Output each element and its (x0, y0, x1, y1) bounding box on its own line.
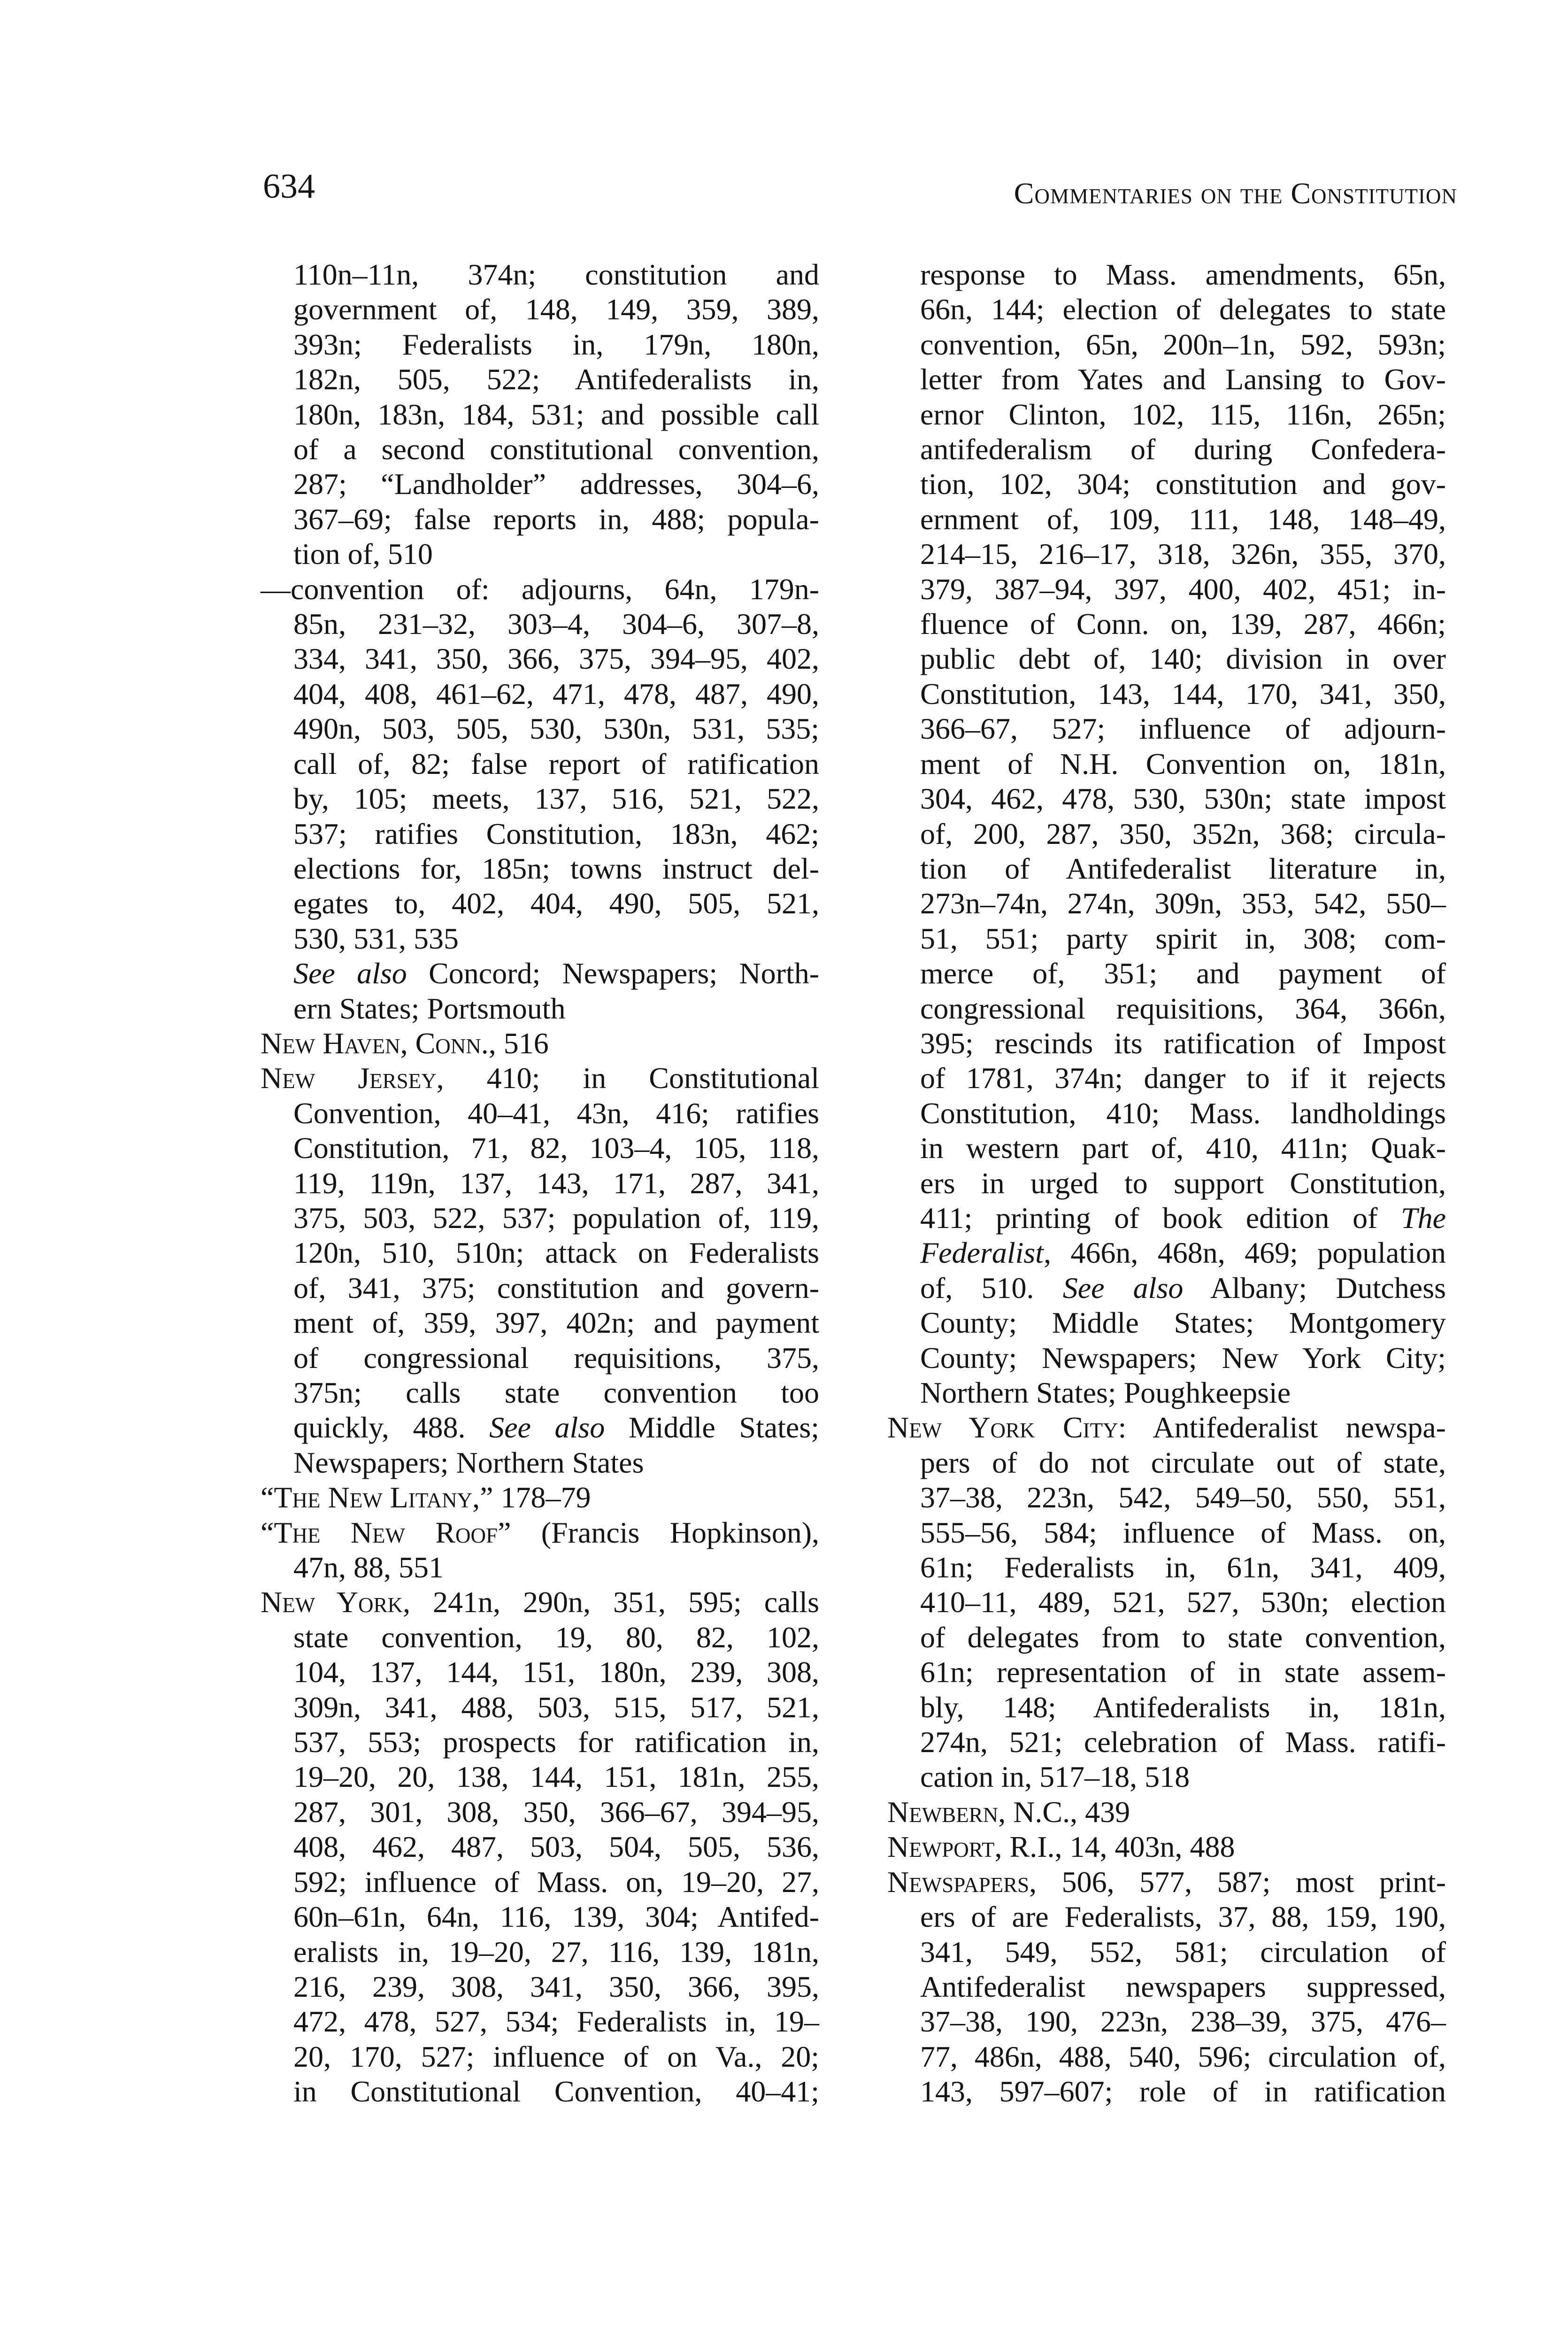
index-line (887, 1690, 1446, 1725)
index-text: 404, 408, 461–62, 471, 478, 487, 490, (293, 677, 819, 711)
index-text: 341, 549, 552, 581; circulation of (920, 1935, 1446, 1969)
index-heading: Newbern, N.C. (887, 1795, 1070, 1829)
index-line (887, 1166, 1446, 1201)
index-heading: New Haven, Conn. (261, 1026, 489, 1060)
index-line (261, 327, 819, 362)
page-number: 634 (263, 167, 315, 206)
index-text: 410–11, 489, 521, 527, 530n; election (920, 1585, 1446, 1619)
index-line (887, 1480, 1446, 1515)
index-line (887, 1970, 1446, 2004)
index-text: 214–15, 216–17, 318, 326n, 355, 370, (920, 537, 1446, 571)
index-line (887, 1865, 1446, 1900)
index-text: 274n, 521; celebration of Mass. ratifi- (920, 1725, 1446, 1759)
index-text: Newspapers; Northern States (293, 1445, 644, 1479)
index-line (261, 2004, 819, 2039)
index-text: , 14, 403n, 488 (1054, 1830, 1235, 1864)
index-line (261, 1690, 819, 1725)
index-text: egates to, 402, 404, 490, 505, 521, (293, 887, 819, 920)
index-line (887, 1026, 1446, 1061)
index-text: 530, 531, 535 (293, 921, 459, 955)
index-line (887, 711, 1446, 746)
index-line (261, 1795, 819, 1830)
index-text: 309n, 341, 488, 503, 515, 517, 521, (293, 1690, 819, 1724)
index-line (887, 572, 1446, 607)
index-heading: New York (261, 1585, 403, 1619)
index-text: public debt of, 140; division in over (920, 642, 1446, 676)
index-text: 104, 137, 144, 151, 180n, 239, 308, (293, 1655, 819, 1689)
index-text: 66n, 144; election of delegates to state (920, 293, 1446, 326)
index-line (887, 1585, 1446, 1620)
index-text: 143, 597–607; role of in ratification (920, 2075, 1446, 2109)
index-line (887, 327, 1446, 362)
index-text: 273n–74n, 274n, 309n, 353, 542, 550– (920, 887, 1446, 920)
see-also-reference: Federalist (920, 1236, 1044, 1270)
index-line (887, 641, 1446, 676)
index-line (887, 1410, 1446, 1445)
index-text: in Constitutional Convention, 40–41; (293, 2075, 819, 2109)
index-text: 393n; Federalists in, 179n, 180n, (293, 327, 819, 361)
index-text: 375, 503, 522, 537; population of, 119, (293, 1201, 819, 1235)
index-text: , 466n, 468n, 469; population (1044, 1236, 1446, 1270)
index-heading: New York City (887, 1411, 1118, 1444)
index-line (887, 607, 1446, 641)
index-line (261, 257, 819, 292)
index-line (261, 1515, 819, 1550)
index-line (887, 1620, 1446, 1655)
index-text: government of, 148, 149, 359, 389, (293, 293, 819, 326)
index-text: of 1781, 374n; danger to if it rejects (920, 1061, 1446, 1095)
index-line (887, 1445, 1446, 1480)
index-text: 119, 119n, 137, 143, 171, 287, 341, (293, 1166, 819, 1200)
index-line (261, 1201, 819, 1236)
index-line (887, 1900, 1446, 1934)
index-line (887, 1236, 1446, 1270)
index-text: 37–38, 223n, 542, 549–50, 550, 551, (920, 1481, 1446, 1514)
index-line (887, 1096, 1446, 1131)
index-line (887, 1830, 1446, 1864)
index-text: 537, 553; prospects for ratification in, (293, 1725, 819, 1759)
index-text: 379, 387–94, 397, 400, 402, 451; in- (920, 572, 1446, 606)
index-line (887, 956, 1446, 991)
index-text: ers in urged to support Constitution, (920, 1166, 1446, 1200)
index-line (261, 397, 819, 432)
index-line (261, 1375, 819, 1410)
index-text: 287; “Landholder” addresses, 304–6, (293, 467, 819, 501)
index-text: , 506, 577, 587; most print- (1029, 1865, 1446, 1899)
index-line (261, 467, 819, 502)
index-line (887, 2004, 1446, 2039)
index-line (261, 921, 819, 956)
index-text: 19–20, 20, 138, 144, 151, 181n, 255, (293, 1760, 819, 1794)
index-line (261, 1970, 819, 2004)
index-line (261, 2074, 819, 2109)
index-text: state convention, 19, 80, 82, 102, (293, 1620, 819, 1654)
index-line (261, 572, 819, 607)
index-line (887, 1305, 1446, 1340)
index-text: by, 105; meets, 137, 516, 521, 522, (293, 782, 819, 816)
index-line (261, 677, 819, 711)
index-text: 366–67, 527; influence of adjourn- (920, 712, 1446, 746)
index-line (887, 2039, 1446, 2074)
index-text: tion of, 510 (293, 537, 433, 571)
index-text: ment of, 359, 397, 402n; and payment (293, 1306, 819, 1340)
index-text: eralists in, 19–20, 27, 116, 139, 181n, (293, 1935, 819, 1969)
index-text: 180n, 183n, 184, 531; and possible call (293, 397, 819, 431)
index-text: 592; influence of Mass. on, 19–20, 27, (293, 1865, 819, 1899)
index-text: merce of, 351; and payment of (920, 957, 1446, 990)
index-line (261, 1096, 819, 1131)
index-line (887, 292, 1446, 327)
index-text: Constitution, 410; Mass. landholdings (920, 1096, 1446, 1130)
index-text: 287, 301, 308, 350, 366–67, 394–95, (293, 1795, 819, 1829)
index-text: , 241n, 290n, 351, 595; calls (403, 1585, 819, 1619)
index-text: 178–79 (493, 1481, 591, 1514)
index-text: ernor Clinton, 102, 115, 116n, 265n; (920, 397, 1446, 431)
index-heading: “The New Litany,” (261, 1481, 493, 1514)
index-text: cation in, 517–18, 518 (920, 1760, 1190, 1794)
index-text: 395; rescinds its ratification of Impost (920, 1026, 1446, 1060)
index-text: 47n, 88, 551 (293, 1551, 444, 1584)
index-text: 334, 341, 350, 366, 375, 394–95, 402, (293, 642, 819, 676)
index-line (261, 502, 819, 537)
index-line (261, 1341, 819, 1375)
index-line (261, 1620, 819, 1655)
index-line (261, 1935, 819, 1970)
index-line (887, 781, 1446, 816)
index-line (887, 991, 1446, 1026)
index-text: of delegates from to state convention, (920, 1620, 1446, 1654)
index-line (887, 257, 1446, 292)
index-text: 60n–61n, 64n, 116, 139, 304; Antifed- (293, 1900, 819, 1934)
index-text: , 410; in Constitutional (436, 1061, 819, 1095)
index-line (261, 1061, 819, 1096)
index-line (261, 641, 819, 676)
index-text: of a second constitutional convention, (293, 433, 819, 466)
index-line (887, 1935, 1446, 1970)
index-line (887, 1550, 1446, 1585)
index-text: 537; ratifies Constitution, 183n, 462; (293, 817, 819, 850)
index-line (887, 1795, 1446, 1830)
index-line (261, 1725, 819, 1760)
index-line (261, 1865, 819, 1900)
index-line (261, 1305, 819, 1340)
index-line (261, 362, 819, 397)
index-line (887, 1375, 1446, 1410)
index-line (261, 711, 819, 746)
index-line (261, 1585, 819, 1620)
index-text: 304, 462, 478, 530, 530n; state impost (920, 782, 1446, 816)
index-line (887, 851, 1446, 886)
index-text: fluence of Conn. on, 139, 287, 466n; (920, 607, 1446, 641)
index-heading: New Jersey (261, 1061, 437, 1095)
index-text: convention, 65n, 200n–1n, 592, 593n; (920, 327, 1446, 361)
index-line (261, 851, 819, 886)
index-line (887, 1201, 1446, 1236)
index-text: 216, 239, 308, 341, 350, 366, 395, (293, 1970, 819, 2003)
see-also-reference: See also (489, 1411, 605, 1444)
index-line (261, 1900, 819, 1934)
index-line (261, 537, 819, 572)
index-line (261, 1480, 819, 1515)
index-text: County; Newspapers; New York City; (920, 1341, 1446, 1375)
index-line (261, 817, 819, 851)
index-line (261, 1026, 819, 1061)
index-line (887, 1061, 1446, 1096)
index-text: 20, 170, 527; influence of on Va., 20; (293, 2039, 819, 2073)
index-text: pers of do not circulate out of state, (920, 1445, 1446, 1479)
index-line (887, 1341, 1446, 1375)
index-line (887, 747, 1446, 781)
index-line (887, 2074, 1446, 2109)
index-text: quickly, 488. (293, 1411, 490, 1444)
index-text: ers of are Federalists, 37, 88, 159, 190, (920, 1900, 1446, 1934)
index-text: ernment of, 109, 111, 148, 148–49, (920, 502, 1446, 536)
index-text: ern States; Portsmouth (293, 991, 566, 1025)
index-text: Constitution, 71, 82, 103–4, 105, 118, (293, 1131, 819, 1165)
index-text: elections for, 185n; towns instruct del- (293, 851, 819, 885)
index-text: letter from Yates and Lansing to Gov- (920, 363, 1446, 396)
index-text: —convention of: adjourns, 64n, 179n- (261, 572, 819, 606)
index-text: Constitution, 143, 144, 170, 341, 350, (920, 677, 1446, 711)
running-head: Commentaries on the Constitution (1014, 177, 1457, 210)
index-text: bly, 148; Antifederalists in, 181n, (920, 1690, 1446, 1724)
index-line (261, 1445, 819, 1480)
index-heading: “The New Roof” (261, 1515, 511, 1549)
index-text: 472, 478, 527, 534; Federalists in, 19– (293, 2005, 819, 2039)
index-text: 110n–11n, 374n; constitution and (293, 258, 819, 291)
index-line (887, 1271, 1446, 1305)
index-text: Concord; Newspapers; North- (429, 957, 819, 990)
index-text: tion, 102, 304; constitution and gov- (920, 467, 1446, 501)
index-text: Middle States; (605, 1411, 820, 1444)
index-text: 51, 551; party spirit in, 308; com- (920, 921, 1446, 955)
index-text: , 439 (1070, 1795, 1130, 1829)
index-line (261, 747, 819, 781)
index-text: 182n, 505, 522; Antifederalists in, (293, 363, 819, 396)
index-text: Antifederalist newspapers suppressed, (920, 1970, 1446, 2003)
index-heading: Newspapers (887, 1865, 1030, 1899)
index-text: 411; printing of book edition of (920, 1201, 1401, 1235)
index-text: 85n, 231–32, 303–4, 304–6, 307–8, (293, 607, 819, 641)
index-line (261, 432, 819, 467)
index-line (887, 502, 1446, 537)
index-text: Northern States; Poughkeepsie (920, 1376, 1291, 1409)
index-line (887, 537, 1446, 572)
index-line (261, 1410, 819, 1445)
index-text: County; Middle States; Montgomery (920, 1306, 1446, 1340)
index-text: 61n; representation of in state assem- (920, 1655, 1446, 1689)
index-text: response to Mass. amendments, 65n, (920, 258, 1446, 291)
index-line (887, 397, 1446, 432)
index-line (261, 991, 819, 1026)
index-line (887, 921, 1446, 956)
index-text: 555–56, 584; influence of Mass. on, (920, 1515, 1446, 1549)
index-column-right (887, 257, 1446, 2109)
index-text: congressional requisitions, 364, 366n, (920, 991, 1446, 1025)
index-text: Albany; Dutchess (1183, 1271, 1446, 1305)
index-text: 37–38, 190, 223n, 238–39, 375, 476– (920, 2005, 1446, 2039)
index-text: (Francis Hopkinson), (511, 1515, 819, 1549)
index-text: tion of Antifederalist literature in, (920, 851, 1446, 885)
index-line (261, 607, 819, 641)
index-text: 77, 486n, 488, 540, 596; circulation of, (920, 2039, 1446, 2073)
index-line (887, 1760, 1446, 1794)
index-text: 367–69; false reports in, 488; popula- (293, 502, 819, 536)
index-column-left (261, 257, 819, 2109)
index-text: of, 341, 375; constitution and govern- (293, 1271, 819, 1305)
index-text: , 516 (488, 1026, 549, 1060)
index-line (261, 292, 819, 327)
see-also-reference: See also (293, 957, 407, 990)
index-text: in western part of, 410, 411n; Quak- (920, 1131, 1446, 1165)
index-text: antifederalism of during Confedera- (920, 433, 1446, 466)
index-line (261, 1271, 819, 1305)
index-text: 61n; Federalists in, 61n, 341, 409, (920, 1551, 1446, 1584)
index-line (887, 817, 1446, 851)
index-text: : Antifederalist newspa- (1118, 1411, 1446, 1444)
see-also-reference: See also (1062, 1271, 1184, 1305)
index-line (261, 886, 819, 921)
index-heading: Newport, R.I. (887, 1830, 1055, 1864)
index-text: ment of N.H. Convention on, 181n, (920, 747, 1446, 780)
index-line (261, 1760, 819, 1794)
index-text: 408, 462, 487, 503, 504, 505, 536, (293, 1830, 819, 1864)
index-line (261, 1236, 819, 1270)
index-text: of congressional requisitions, 375, (293, 1341, 819, 1375)
index-text: 490n, 503, 505, 530, 530n, 531, 535; (293, 712, 819, 746)
index-text: Convention, 40–41, 43n, 416; ratifies (293, 1096, 819, 1130)
index-line (887, 1515, 1446, 1550)
index-text: of, 200, 287, 350, 352n, 368; circula- (920, 817, 1446, 850)
index-line (887, 467, 1446, 502)
index-line (887, 432, 1446, 467)
index-line (261, 1655, 819, 1690)
index-line (261, 781, 819, 816)
index-line (261, 1550, 819, 1585)
index-text: 120n, 510, 510n; attack on Federalists (293, 1236, 819, 1270)
index-line (261, 1166, 819, 1201)
index-text: 375n; calls state convention too (293, 1376, 819, 1409)
index-line (261, 2039, 819, 2074)
index-line (887, 1131, 1446, 1166)
index-line (887, 1655, 1446, 1690)
index-line (261, 1830, 819, 1864)
see-also-reference: The (1401, 1201, 1446, 1235)
index-line (887, 1725, 1446, 1760)
index-line (887, 677, 1446, 711)
index-line (887, 362, 1446, 397)
index-line (261, 956, 819, 991)
index-line (887, 886, 1446, 921)
index-text: of, 510. (920, 1271, 1063, 1305)
index-text: call of, 82; false report of ratification (293, 747, 819, 780)
index-line (261, 1131, 819, 1166)
